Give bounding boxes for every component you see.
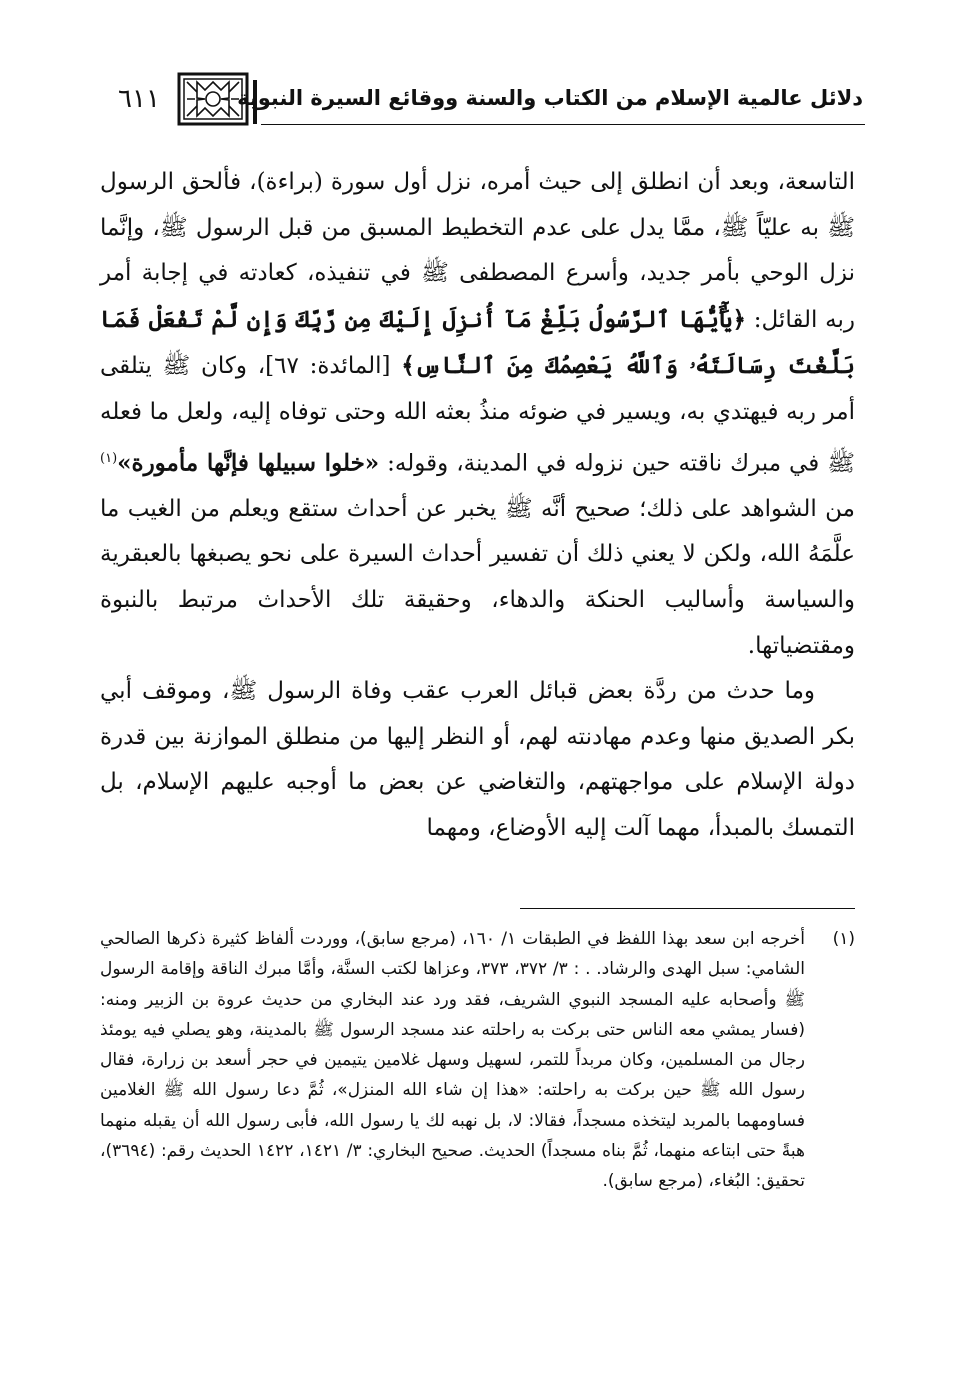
- footnote-text: أخرجه ابن سعد بهذا اللفظ في الطبقات ١/ ١٦٠، (مرجع سابق)، ووردت ألفاظ كثيرة ذكرها الصالحي الشامي: سبل الهدى والرشاد. . : ٣/ ٣٧٢، ٣٧٣، وعزاها لكتب السنَّة، وأمَّا مبرك الناقة وإقامة الرسول ﷺ وأصحابه عليه المسجد النبوي الشريف، فقد ورد عند البخاري من حديث عروة بن الزبير ومنه: (فسار يمشي معه الناس حتى بركت به راحلته عند مسجد الرسول ﷺ بالمدينة، وهو يصلي فيه يومئذ رجال من المسلمين، وكان مربداً للتمر، لسهيل وسهل غلامين يتيمين في حجر أسعد بن زرارة، فقال رسول الله ﷺ حين بركت به راحلته: «هذا إن شاء الله المنزل»، ثُمَّ دعا رسول الله ﷺ الغلامين فساومهما بالمربد ليتخذه مسجداً، فقالا: لا، بل نهبه لك يا رسول الله، فأبى رسول الله أن يقبله منهما هبةً حتى ابتاعه منهما، ثُمَّ بناه مسجداً) الحديث. صحيح البخاري: ٣/ ١٤٢١، ١٤٢٢ الحديث رقم: (٣٦٩٤)، تحقيق: البُغاء، (مرجع سابق).: [100, 929, 806, 1192]
- text-span: من الشواهد على ذلك؛ صحيح أنَّه ﷺ يخبر عن أحداث ستقع ويعلم من الغيب ما علَّمَهُ الله، ولكن لا يعني ذلك أن تفسير أحداث السيرة على نحو يصبغها بالعبقرية والسياسة وأساليب الحنكة والدهاء، وحقيقة تلك الأحداث مرتبط بالنبوة ومقتضياتها.: [100, 495, 855, 659]
- paragraph-2: وما حدث من ردَّة بعض قبائل العرب عقب وفاة الرسول ﷺ، وموقف أبي بكر الصديق منها وعدم مهادنته لهم، أو النظر إليها من منطلق الموازنة بين قدرة دولة الإسلام على مواجهتهم، والتغاضي عن بعض ما أوجبه عليهم الإسلام، بل التمسك بالمبدأ، مهما آلت إليه الأوضاع، ومهما: [100, 678, 855, 841]
- footnote-divider: [520, 908, 855, 909]
- main-text: [100, 160, 855, 852]
- text-span: التاسعة، وبعد أن انطلق إلى حيث أمره، نزل أول سورة (براءة)، فألحق الرسول ﷺ به عليّاً ﷺ، ممَّا يدل على عدم التخطيط المسبق من قبل الرسول ﷺ، وإنَّما نزل الوحي بأمر جديد، وأسرع المصطفى ﷺ في تنفيذه، كعادته في إجابة أمر ربه القائل:: [100, 169, 855, 333]
- footnote-marker: (١): [832, 929, 855, 949]
- footnote-item: [100, 924, 855, 1197]
- paragraph-1: [100, 160, 855, 669]
- footnotes: [100, 924, 855, 1197]
- running-title: دلائل عالمية الإسلام من الكتاب والسنة ووقائع السيرة النبوية: [237, 86, 863, 110]
- footnote-reference[interactable]: (١): [100, 450, 118, 466]
- text-span: [المائدة: ٦٧]، وكان ﷺ يتلقى أمر ربه فيهتدي به، ويسير في ضوئه منذُ بعثه الله وحتى توفاه إليه، ولعل ما فعله ﷺ في مبرك ناقته حين نزوله في المدينة، وقوله:: [100, 353, 856, 477]
- page-number: ٦١١: [118, 84, 160, 114]
- header-rule: [261, 124, 865, 125]
- page-header: [95, 72, 865, 132]
- hadith-quote: «خلوا سبيلها فإنَّها مأمورة»: [117, 449, 380, 477]
- quran-verse: ﴿يَٰٓأَيُّهَا ٱلرَّسُولُ بَلِّغْ مَآ أُنزِلَ إِلَيْكَ مِن رَّبِّكَ وَإِن لَّمْ تَفْعَلْ فَمَا بَلَّغْتَ رِسَالَتَهُۥ وَٱللَّهُ يَعْصِمُكَ مِنَ ٱلنَّاسِ﴾: [100, 305, 855, 380]
